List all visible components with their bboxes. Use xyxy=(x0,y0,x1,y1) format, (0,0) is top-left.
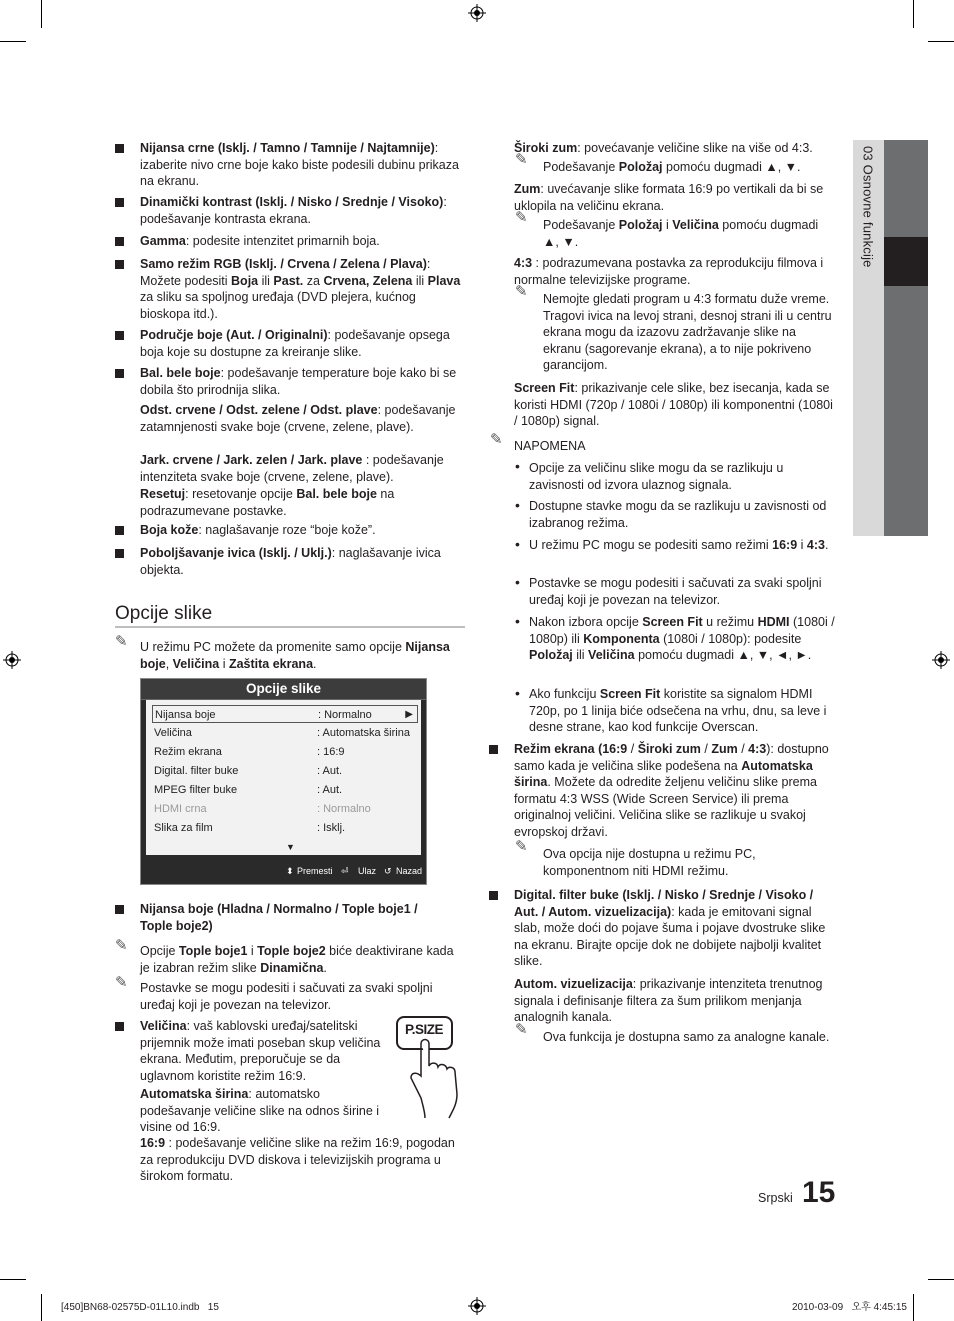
note-item: Opcije za veličinu slike mogu da se razlikuju u zavisnosti od izvora ulaznog signala. xyxy=(529,461,784,492)
bullet-square-icon xyxy=(115,546,127,558)
crop-mark xyxy=(0,1279,26,1280)
sub-item: 16:9 : podešavanje veličine slike na režim 16:9, pogodan za reprodukciju DVD diskova i televizijskih programa u širokom formatu. xyxy=(140,1136,455,1183)
sub-item: Zum: uvećavanje slike formata 16:9 po vertikali da bi se uklopila na veličinu ekrana. xyxy=(514,182,824,213)
sub-item: Široki zum: povećavanje veličine slike na više od 4:3. xyxy=(514,141,813,155)
note-pencil-icon: ✎ xyxy=(515,209,528,226)
note-item: U režimu PC mogu se podesiti samo režimi 16:9 i 4:3. xyxy=(529,538,829,552)
note-heading: NAPOMENA xyxy=(514,439,586,453)
bullet-square-icon xyxy=(115,328,127,340)
bullet-dot-icon: • xyxy=(515,613,520,629)
bullet-square-icon xyxy=(115,234,127,246)
registration-mark-icon xyxy=(468,4,486,22)
arrow-right-icon: ▶ xyxy=(405,709,413,720)
page-number: 15 xyxy=(802,1176,836,1209)
footer-date: 2010-03-09 오후 4:45:15 xyxy=(792,1302,907,1313)
note-item: Dostupne stavke mogu da se razlikuju u zavisnosti od izabranog režima. xyxy=(529,499,827,530)
footer-file-info: [450]BN68-02575D-01L10.indb 15 xyxy=(61,1302,219,1313)
footer-move-label: Premesti xyxy=(297,866,333,876)
list-item: Veličina: vaš kablovski uređaj/satelitski prijemnik može imati poseban skup veličina ekrana. Međutim, preporučuje se da uglavnom koristite režim 16:9. xyxy=(140,1019,381,1083)
bullet-dot-icon: • xyxy=(515,574,520,590)
bullet-square-icon xyxy=(489,888,501,900)
list-item: Samo režim RGB (Isklj. / Crvena / Zelena / Plava): Možete podesiti Boja ili Past. za Crvena, Zelena ili Plava za sliku sa spoljnog uređaja (DVD plejera, kućnog bioskopa itd.). xyxy=(140,257,461,321)
osd-row[interactable]: MPEG filter buke : Aut. xyxy=(154,784,343,796)
osd-row[interactable]: Slika za film : Isklj. xyxy=(154,822,346,834)
bullet-square-icon xyxy=(115,141,127,153)
osd-title: Opcije slike xyxy=(141,679,426,700)
crop-mark xyxy=(41,0,42,28)
note-text: Nemojte gledati program u 4:3 formatu duže vreme. Tragovi ivica na levoj strani, desnoj strani ili u centru ekrana mogu da izazovu zadržavanje slike na ekranu (sagorevanje ekrana), a to nije pokriveno garancijom. xyxy=(543,292,832,372)
osd-row[interactable]: Režim ekrana : 16:9 xyxy=(154,746,345,758)
list-item: Poboljšavanje ivica (Isklj. / Uklj.): naglašavanje ivica objekta. xyxy=(140,546,441,577)
chapter-side-tab xyxy=(853,140,928,536)
footer-back-label: Nazad xyxy=(396,866,423,876)
bullet-dot-icon: • xyxy=(515,497,520,513)
bullet-dot-icon: • xyxy=(515,685,520,701)
note-text: Podešavanje Položaj i Veličina pomoću dugmadi ▲, ▼. xyxy=(543,218,819,249)
psize-button-label: P.SIZE xyxy=(405,1022,444,1037)
note-pencil-icon: ✎ xyxy=(490,431,503,448)
bullet-square-icon xyxy=(115,257,127,269)
bullet-square-icon xyxy=(115,195,127,207)
footer-enter-label: Ulaz xyxy=(358,866,377,876)
note-pencil-icon: ✎ xyxy=(515,1021,528,1038)
section-title: Opcije slike xyxy=(115,603,213,624)
note-item: Ako funkciju Screen Fit koristite sa signalom HDMI 720p, po 1 linija biće odsečena na vrhu, dnu, sa leve i desne strane, kao kod funkcije Overscan. xyxy=(529,687,827,734)
list-item: Digital. filter buke (Isklj. / Nisko / Srednje / Visoko / Aut. / Autom. vizuelizacija): kada je emitovani signal slab, može doći do pojave šuma i pojave dvostruke slike na ekranu. Birajte opcije dok ne dobijete najbolji kvalitet slike. xyxy=(514,888,826,968)
note-text: Postavke se mogu podesiti i sačuvati za svaki spoljni uređaj koji je povezan na televizor. xyxy=(140,981,433,1012)
note-text: Ova funkcija je dostupna samo za analogne kanale. xyxy=(543,1030,830,1044)
osd-panel xyxy=(146,700,421,855)
crop-mark xyxy=(928,41,954,42)
sub-item: Automatska širina: automatsko podešavanje veličine slike na odnos širine i visine od 16:9. xyxy=(140,1087,380,1134)
note-pencil-icon: ✎ xyxy=(515,838,528,855)
osd-menu xyxy=(140,678,427,885)
sub-item: Screen Fit: prikazivanje cele slike, bez isecanja, kada se koristi HDMI (720p / 1080i / 1080p) ili komponentni (1080i / 1080p) signal. xyxy=(514,381,833,428)
note-text: Ova opcija nije dostupna u režimu PC, komponentnom niti HDMI režimu. xyxy=(543,847,756,878)
registration-mark-icon xyxy=(468,1297,486,1315)
crop-mark xyxy=(41,1294,42,1321)
note-text: Opcije Tople boje1 i Tople boje2 biće deaktivirane kada je izabran režim slike Dinamična. xyxy=(140,944,454,975)
bullet-square-icon xyxy=(115,523,127,535)
note-pencil-icon: ✎ xyxy=(115,974,128,991)
sub-item: Resetuj: resetovanje opcije Bal. bele boje na podrazumevane postavke. xyxy=(140,487,395,518)
osd-row[interactable]: Digital. filter buke : Aut. xyxy=(154,765,343,777)
note-pencil-icon: ✎ xyxy=(115,633,128,650)
note-pencil-icon: ✎ xyxy=(115,937,128,954)
osd-footer xyxy=(141,859,426,883)
sub-item: 4:3 : podrazumevana postavka za reprodukciju filmova i normalne televizijske programe. xyxy=(514,256,824,287)
note-pencil-icon: ✎ xyxy=(515,283,528,300)
footer-language: Srpski xyxy=(758,1191,793,1205)
sub-item: Odst. crvene / Odst. zelene / Odst. plave: podešavanje zatamnjenosti svake boje (crvene, zelene, plave). xyxy=(140,403,456,434)
bullet-dot-icon: • xyxy=(515,536,520,552)
sub-item: Autom. vizuelizacija: prikazivanje intenziteta trenutnog signala i definisanje filtera za šum prilikom menjanja analognih kanala. xyxy=(514,977,823,1024)
list-item: Nijansa boje (Hladna / Normalno / Tople boje1 / Tople boje2) xyxy=(140,902,418,933)
list-item: Bal. bele boje: podešavanje temperature boje kako bi se dobila što prirodnija slika. xyxy=(140,366,457,397)
note-item: Nakon izbora opcije Screen Fit u režimu HDMI (1080i / 1080p) ili Komponenta (1080i / 1080p): podesite Položaj ili Veličina pomoću dugmadi ▲, ▼, ◄, ►. xyxy=(529,615,835,662)
note-text: Podešavanje Položaj pomoću dugmadi ▲, ▼. xyxy=(543,160,801,174)
bullet-square-icon xyxy=(115,366,127,378)
sub-item: Jark. crvene / Jark. zelen / Jark. plave : podešavanje intenziteta svake boje (crvene, zelene, plave). xyxy=(140,453,444,484)
section-divider xyxy=(115,626,465,628)
bullet-dot-icon: • xyxy=(515,458,520,474)
note-pencil-icon: ✎ xyxy=(515,151,528,168)
bullet-square-icon xyxy=(115,902,127,914)
bullet-square-icon xyxy=(489,742,501,754)
note-item: Postavke se mogu podesiti i sačuvati za svaki spoljni uređaj koji je povezan na televizor. xyxy=(529,576,822,607)
note-text: U režimu PC možete da promenite samo opcije Nijansa boje, Veličina i Zaštita ekrana. xyxy=(140,640,450,671)
enter-icon: ⏎ xyxy=(341,866,349,876)
list-item: Gamma: podesite intenzitet primarnih boja. xyxy=(140,234,380,248)
list-item: Dinamički kontrast (Isklj. / Nisko / Srednje / Visoko): podešavanje kontrasta ekrana. xyxy=(140,195,447,226)
osd-row[interactable]: Veličina : Automatska širina xyxy=(154,727,410,739)
registration-mark-icon xyxy=(932,651,950,669)
list-item: Režim ekrana (16:9 / Široki zum / Zum / 4:3): dostupno samo kada je veličina slike podešena na Automatska širina. Možete da odredite željenu veličinu slike prema formatu 4:3 WSS (Wide Screen Service) ili prema originalnoj veličini. Veličina slike se razlikuje u svakoj evropskoj državi. xyxy=(514,742,829,839)
osd-row: HDMI crna : Normalno xyxy=(154,803,371,815)
chapter-label: 03 Osnovne funkcije xyxy=(860,146,876,268)
osd-row[interactable]: Nijansa boje : Normalno ▶ xyxy=(152,705,418,723)
list-item: Područje boje (Aut. / Originalni): podešavanje opsega boja koje su dostupne za kreiranje slike. xyxy=(140,328,450,359)
updown-icon: ⬍ xyxy=(286,866,294,876)
return-icon: ↺ xyxy=(384,866,392,876)
crop-mark xyxy=(913,0,914,28)
crop-mark xyxy=(928,1279,954,1280)
list-item: Boja kože: naglašavanje roze “boje kože”. xyxy=(140,523,376,537)
bullet-square-icon xyxy=(115,1019,127,1031)
list-item: Nijansa crne (Isklj. / Tamno / Tamnije / Najtamnije): izaberite nivo crne boje kako biste podesili dubinu prikaza na ekranu. xyxy=(140,141,459,188)
crop-mark xyxy=(0,41,26,42)
registration-mark-icon xyxy=(3,651,21,669)
crop-mark xyxy=(913,1294,914,1321)
scroll-down-icon[interactable]: ▼ xyxy=(286,842,295,852)
